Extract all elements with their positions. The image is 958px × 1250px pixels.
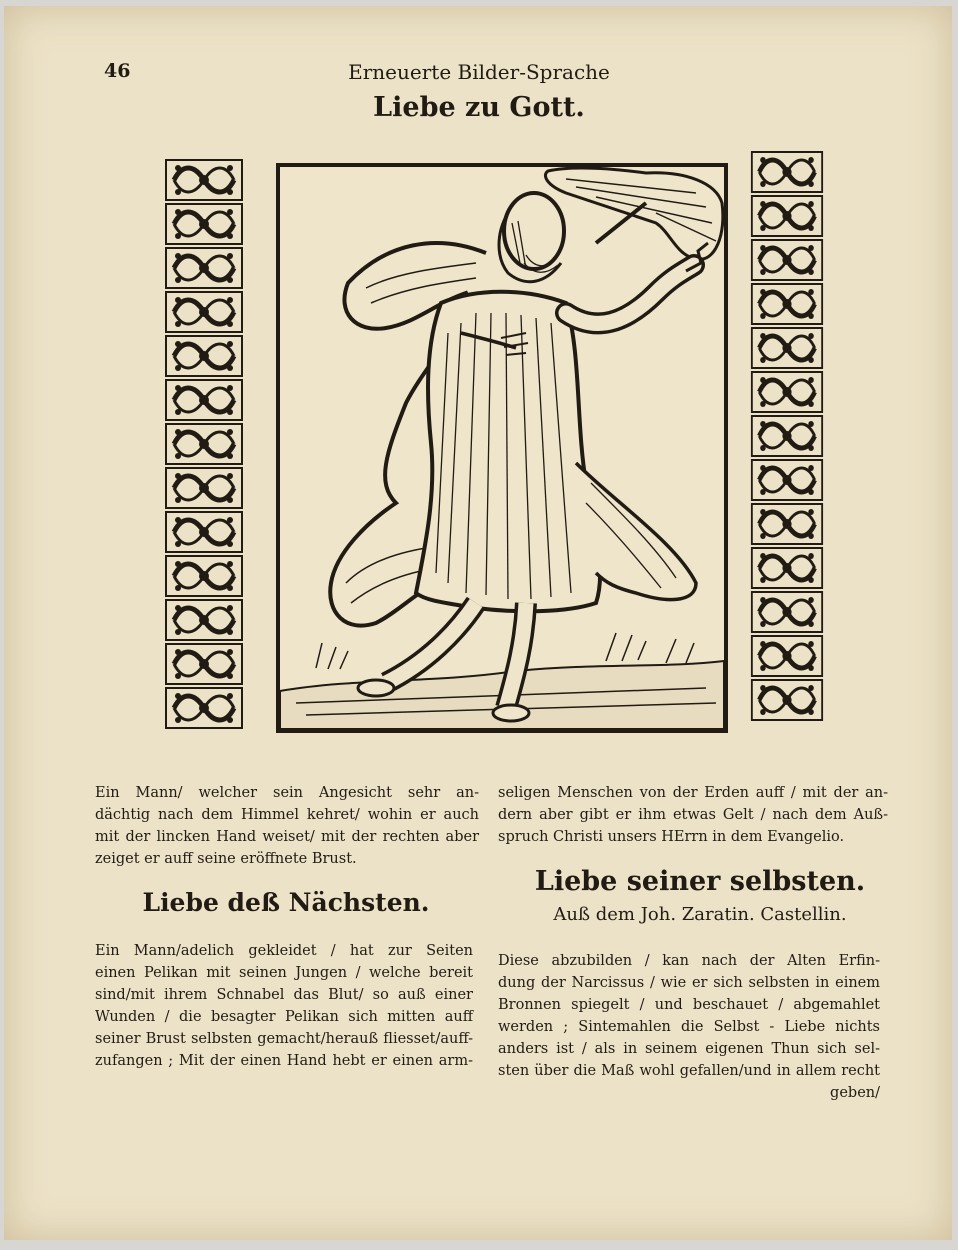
section-heading-liebe-seiner-selbsten: Liebe seiner selbsten.: [534, 866, 866, 897]
text-line: sind/mit ihrem Schnabel das Blut/ so auß einer: [95, 987, 473, 1003]
text-line: mit der lincken Hand weiset/ mit der rechten aber: [95, 829, 479, 845]
ornamental-border-left: [164, 158, 244, 730]
text-line: seligen Menschen von der Erden auff / mit der an-: [498, 785, 888, 801]
text-line: Wunden / die besagter Pelikan sich mitten auff: [95, 1009, 473, 1025]
woodcut-illustration: [276, 163, 728, 733]
text-line: Ein Mann/ welcher sein Angesicht sehr an-: [95, 785, 479, 801]
text-line: spruch Christi unsers HErrn in dem Evangelio.: [498, 829, 845, 845]
text-line: werden ; Sintemahlen die Selbst - Liebe nichts: [498, 1019, 880, 1035]
text-line: anders ist / als in seinem eigenen Thun sich sel-: [498, 1041, 880, 1057]
text-line: zeiget er auff seine eröffnete Brust.: [95, 851, 357, 867]
text-line: sten über die Maß wohl gefallen/und in allem recht: [498, 1063, 880, 1079]
running-head: Erneuerte Bilder-Sprache: [348, 60, 610, 84]
text-line: Bronnen spiegelt / und beschauet / abgemahlet: [498, 997, 880, 1013]
text-line: dung der Narcissus / wie er sich selbsten in einem: [498, 975, 880, 991]
catchword: geben/: [830, 1085, 880, 1101]
text-line: Diese abzubilden / kan nach der Alten Erfin-: [498, 953, 880, 969]
section-heading-liebe-dess-naechsten: Liebe deß Nächsten.: [142, 888, 430, 917]
text-line: seiner Brust selbsten gemacht/herauß fliesset/auff-: [95, 1031, 473, 1047]
text-line: Ein Mann/adelich gekleidet / hat zur Seiten: [95, 943, 473, 959]
ornamental-border-right: [750, 150, 824, 726]
section-title-liebe-zu-gott: Liebe zu Gott.: [373, 92, 585, 123]
paragraph-liebe-zu-gott: [95, 782, 479, 870]
text-line: zufangen ; Mit der einen Hand hebt er einen arm-: [95, 1053, 473, 1069]
text-line: einen Pelikan mit seinen Jungen / welche bereit: [95, 965, 473, 981]
text-line: dern aber gibt er ihm etwas Gelt / nach dem Auß-: [498, 807, 888, 823]
paragraph-liebe-dess-naechsten: [95, 940, 473, 1072]
paragraph-continuation: [498, 782, 888, 848]
paragraph-liebe-seiner-selbsten: [498, 950, 880, 1104]
page-number: 46: [104, 60, 131, 82]
text-line: dächtig nach dem Himmel kehret/ wohin er auch: [95, 807, 479, 823]
section-source-attribution: Auß dem Joh. Zaratin. Castellin.: [553, 904, 847, 925]
